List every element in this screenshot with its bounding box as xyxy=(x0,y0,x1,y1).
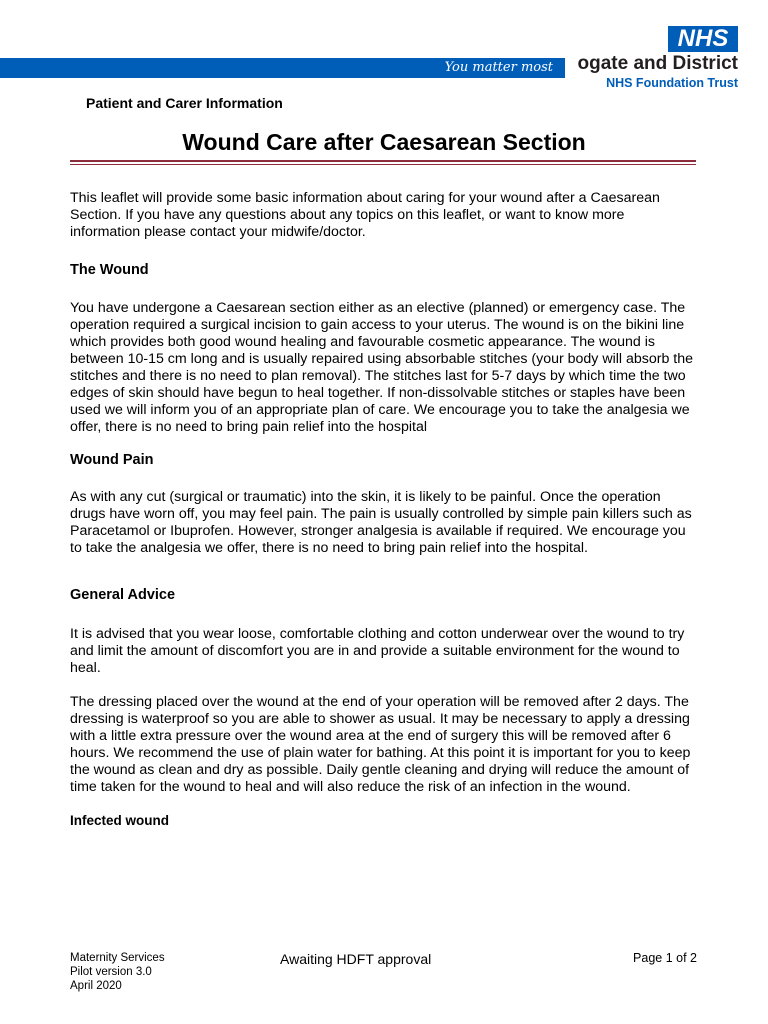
general-advice-heading: General Advice xyxy=(70,587,176,603)
footer-info xyxy=(70,951,165,993)
page-number: Page 1 of 2 xyxy=(633,951,697,965)
wound-pain-heading: Wound Pain xyxy=(70,452,154,468)
wound-pain-paragraph: As with any cut (surgical or traumatic) into the skin, it is likely to be painful. Once the operation drugs have worn off, you may feel pain. The pain is usually controlled by simple pain killers such as Paracetamol or Ibuprofen. However, stronger analgesia is available if required. We encourage you to take the analgesia we offer, there is no need to bring pain relief into the hospital. xyxy=(70,489,692,556)
infected-wound-heading: Infected wound xyxy=(70,813,169,828)
general-advice-paragraph-1: It is advised that you wear loose, comfortable clothing and cotton underwear over the wound to try and limit the amount of discomfort you are in and provide a suitable environment for the wound to heal. xyxy=(70,626,685,676)
intro-paragraph: This leaflet will provide some basic information about caring for your wound after a Caesarean Section. If you have any questions about any topics on this leaflet, or want to know more information please contact your midwife/doctor. xyxy=(70,190,660,240)
document-type: Patient and Carer Information xyxy=(86,95,283,111)
title-divider xyxy=(70,160,696,162)
wound-paragraph: You have undergone a Caesarean section either as an elective (planned) or emergency case. The operation required a surgical incision to gain access to your uterus. The wound is on the bikini line which provides both good wound healing and favourable cosmetic appearance. The wound is between 10-15 cm long and is usually repaired using absorbable stitches (your body will absorb the stitches and there is no need to plan removal). The stitches last for 5-7 days by which time the two edges of skin should have begun to heal together. If non-dissolvable stitches or staples have been used we will inform you of an appropriate plan of care. We encourage you to take the analgesia we offer, there is no need to bring pain relief into the hospital xyxy=(70,300,694,435)
wound-heading: The Wound xyxy=(70,262,149,278)
title-divider-thin xyxy=(70,164,696,165)
footer-version: Pilot version 3.0 xyxy=(70,966,152,978)
footer-status: Awaiting HDFT approval xyxy=(280,951,432,967)
general-advice-paragraph-2: The dressing placed over the wound at the end of your operation will be removed after 2 days. The dressing is waterproof so you are able to shower as usual. It may be necessary to apply a dressing with a little extra pressure over the wound area at the end of surgery this will be removed after 6 hours. We recommend the use of plain water for bathing. At this point it is important for you to keep the wound as clean and dry as possible. Daily gentle cleaning and drying will reduce the amount of time taken for the wound to heal and will also reduce the risk of an infection in the wound. xyxy=(70,694,691,795)
footer-department: Maternity Services xyxy=(70,952,165,964)
document-body xyxy=(70,190,698,829)
tagline: You matter most xyxy=(444,60,553,75)
page-title: Wound Care after Caesarean Section xyxy=(182,129,586,155)
header-banner xyxy=(0,58,565,78)
trust-name: ogate and District xyxy=(577,53,738,74)
trust-subtitle: NHS Foundation Trust xyxy=(606,76,738,90)
footer-date: April 2020 xyxy=(70,980,122,992)
nhs-logo: NHS xyxy=(668,26,738,52)
